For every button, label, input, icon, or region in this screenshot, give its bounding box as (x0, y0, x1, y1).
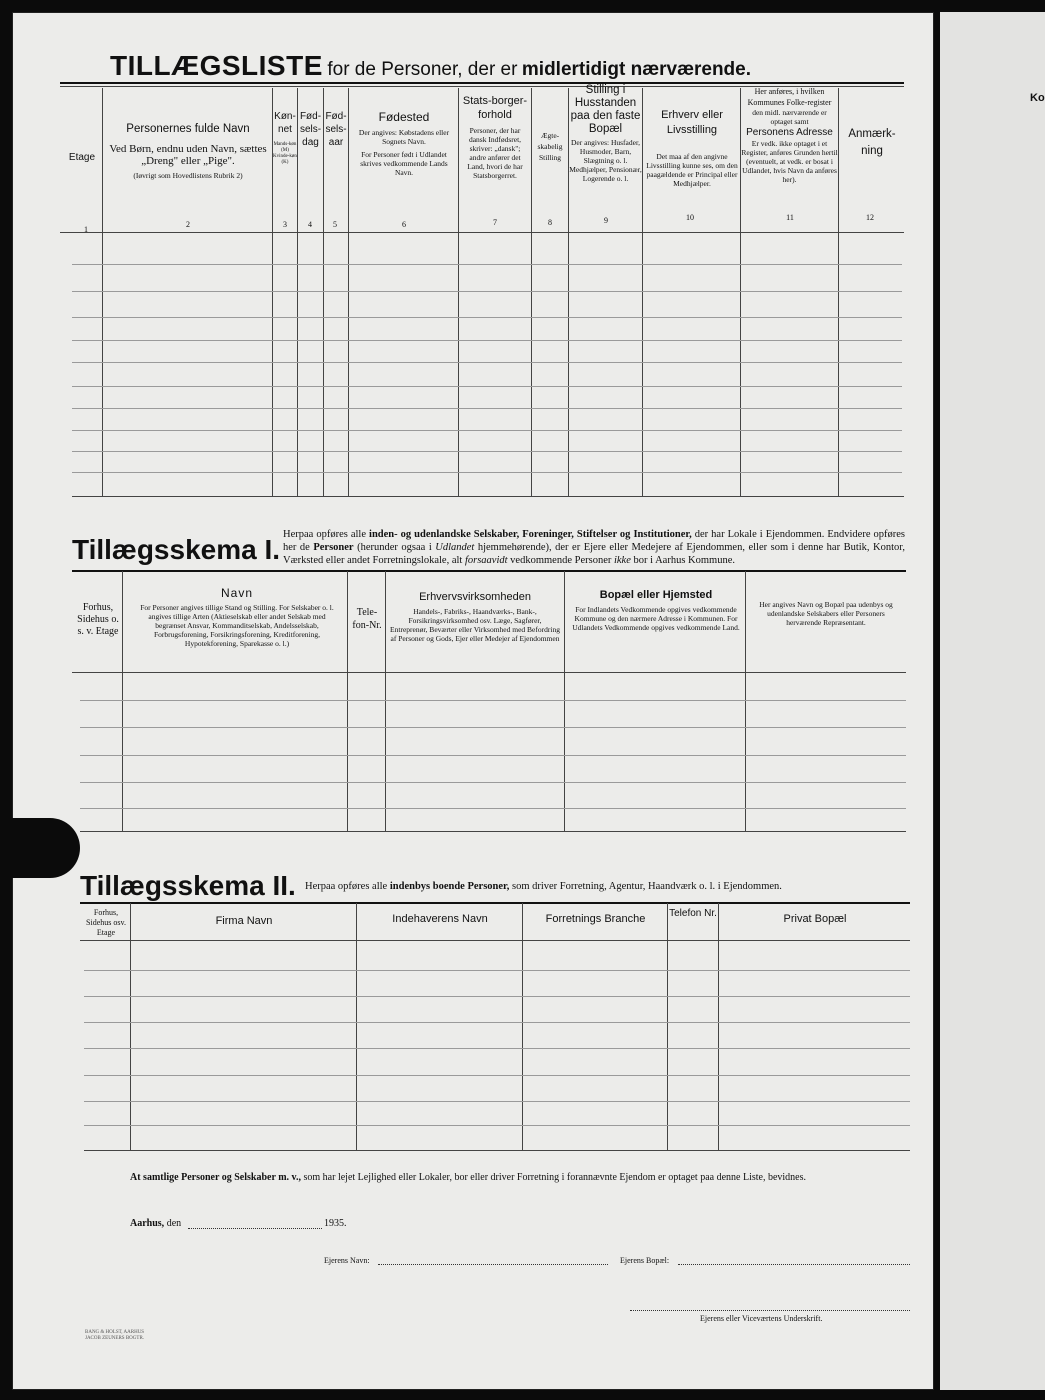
title-part-a: for de Personer, der er (327, 59, 518, 80)
owner-name-field[interactable] (378, 1264, 608, 1265)
colnum-7: 7 (493, 218, 497, 227)
skema1-col-repraesentant: Her angives Navn og Bopæl paa udenbys og udenlandske Selskabers eller Personers herværende Repræsentant. (759, 600, 893, 627)
skema2-col-indehaver: Indehaverens Navn (392, 913, 488, 925)
colnum-4: 4 (308, 220, 312, 229)
owner-address-field[interactable] (678, 1264, 910, 1265)
col-navn: Personernes fulde Navn Ved Børn, endnu uden Navn, sættes „Dreng" eller „Pige". (Iøvrigt som Hovedlistens Rubrik 2) (109, 123, 267, 180)
colnum-5: 5 (333, 220, 337, 229)
skema2-col-firma: Firma Navn (215, 915, 273, 927)
title-big: TILLÆGSLISTE (110, 50, 323, 81)
skema1-col-erhverv: Erhvervsvirksomheden Handels-, Fabriks-, Haandværks-, Bank-, Forsikringsvirksomhed osv. Læge, Sagfører, Entreprenør, Beværter eller Virksomhed med Befordring af Personer og Gods, Ejer eller Medejer af Ejendommen (390, 591, 560, 643)
adjacent-page-fragment: Ko (1030, 92, 1045, 104)
page-title (110, 50, 751, 82)
declaration: At samtlige Personer og Selskaber m. v., som har lejet Lejlighed eller Lokaler, bor eller driver Forretning i forannævnte Ejendom er optaget paa denne Liste, bevidnes. (130, 1172, 806, 1183)
colnum-12: 12 (866, 213, 874, 222)
col-koen: Køn-net Mands-køn (M) Kvinde-køn (K) (273, 111, 297, 165)
title-part-b: midlertidigt nærværende. (521, 59, 752, 80)
skema1-col-etage: Forhus, Sidehus o. s. v. Etage (77, 602, 119, 637)
col-foedested: Fødested Der angives: Købstadens eller Sognets Navn. For Personer født i Udlandet skrives vedkommende Lands Navn. (358, 110, 450, 177)
skema2-col-etage: Forhus, Sidehus osv. Etage (86, 908, 126, 937)
skema2-description: Herpaa opføres alle indenbys boende Personer, som driver Forretning, Agentur, Haandværk o. l. i Ejendommen. (305, 881, 782, 892)
col-erhverv: Erhverv eller Livsstilling Det maa af den angivne Livsstilling kunne ses, om den paagældende er Principal eller Medhjælper. (646, 109, 738, 188)
skema1-col-telefon: Tele-fon-Nr. (352, 607, 382, 631)
printer-imprint: BANG & HOLST, AARHUS JACOB ZEUNERS BOGTR. (85, 1330, 145, 1341)
colnum-1: 1 (84, 225, 88, 234)
skema1-description: Herpaa opføres alle inden- og udenlandske Selskaber, Foreninger, Stiftelser og Institutioner, der har Lokale i Ejendommen. Endvidere opføres her de Personer (herunder ogsaa i Udlandet hjemmehørende), der er Ejere eller Medejere af Ejendommen, eller som i denne har Butik, Kontor, Værksted eller andet Forretningslokale, alt forsaavidt vedkommende Personer ikke bor i Aarhus Kommune. (283, 529, 906, 566)
col-folkeregister: Her anføres, i hvilken Kommunes Folke-register den midl. nærværende er optaget samt Personens Adresse Er vedk. ikke optaget i et Register, anføres Grunden hertil (eventuelt, at vedk. er bosat i Udlandet, hvis Navn da anføres her). (741, 87, 838, 184)
col-anmaerkning: Anmærk-ning (848, 128, 896, 157)
signature-label: Ejerens eller Viceværtens Underskrift. (700, 1314, 823, 1323)
date-field[interactable] (188, 1228, 322, 1229)
skema2-title: Tillægsskema II. (80, 870, 296, 901)
col-foedselsaar: Fød-sels-aar (325, 111, 347, 148)
city-date-line: Aarhus, den (130, 1218, 182, 1229)
owner-address-label: Ejerens Bopæl: (620, 1256, 670, 1265)
skema1-col-bopael: Bopæl eller Hjemsted For Indlandets Vedkommende opgives vedkommende Kommune og den nærmere Adresse i Kommunen. For Udlandets Vedkommende opgives vedkommende Land. (572, 589, 740, 632)
col-foedselsdag: Fød-sels-dag (299, 111, 322, 148)
colnum-10: 10 (686, 213, 694, 222)
col-etage: Etage (68, 152, 96, 163)
skema2-col-branche: Forretnings Branche (545, 913, 646, 925)
colnum-2: 2 (186, 220, 190, 229)
skema2-col-telefon: Telefon Nr. (669, 908, 717, 919)
page-tab-shadow (0, 818, 80, 878)
colnum-3: 3 (283, 220, 287, 229)
col-stilling-husstand: Stilling i Husstanden paa den faste Bopæl Der angives: Husfader, Husmoder, Barn, Slægtning o. l. Medhjælper, Pensionær, Logerende o. l. (569, 84, 642, 183)
col-aegteskabelig: Ægte-skabelig Stilling (537, 131, 563, 162)
owner-name-label: Ejerens Navn: (324, 1256, 370, 1265)
col-statsborger: Stats-borger-forhold Personer, der har dansk Indfødsret, skriver: „dansk"; andre anfører det Land, hvori de har Statsborgerret. (462, 95, 528, 180)
adjacent-page (940, 12, 1045, 1390)
year: 1935. (324, 1218, 347, 1229)
colnum-11: 11 (786, 213, 794, 222)
signature-field[interactable] (630, 1310, 910, 1311)
colnum-9: 9 (604, 216, 608, 225)
skema2-col-privat-bopael: Privat Bopæl (783, 913, 847, 925)
colnum-6: 6 (402, 220, 406, 229)
skema1-col-navn: Navn For Personer angives tillige Stand og Stilling. For Selskaber o. l. angives tillige Arten (Aktieselskab eller andet Selskab med begrænset Ansvar, Kommanditselskab, Andelsselskab, Forbrugsforening, Forsikringsforening, Kreditforening, Hypotekforening, Sparekasse o. l.) (140, 586, 334, 648)
colnum-8: 8 (548, 218, 552, 227)
skema1-title: Tillægsskema I. (72, 534, 281, 565)
